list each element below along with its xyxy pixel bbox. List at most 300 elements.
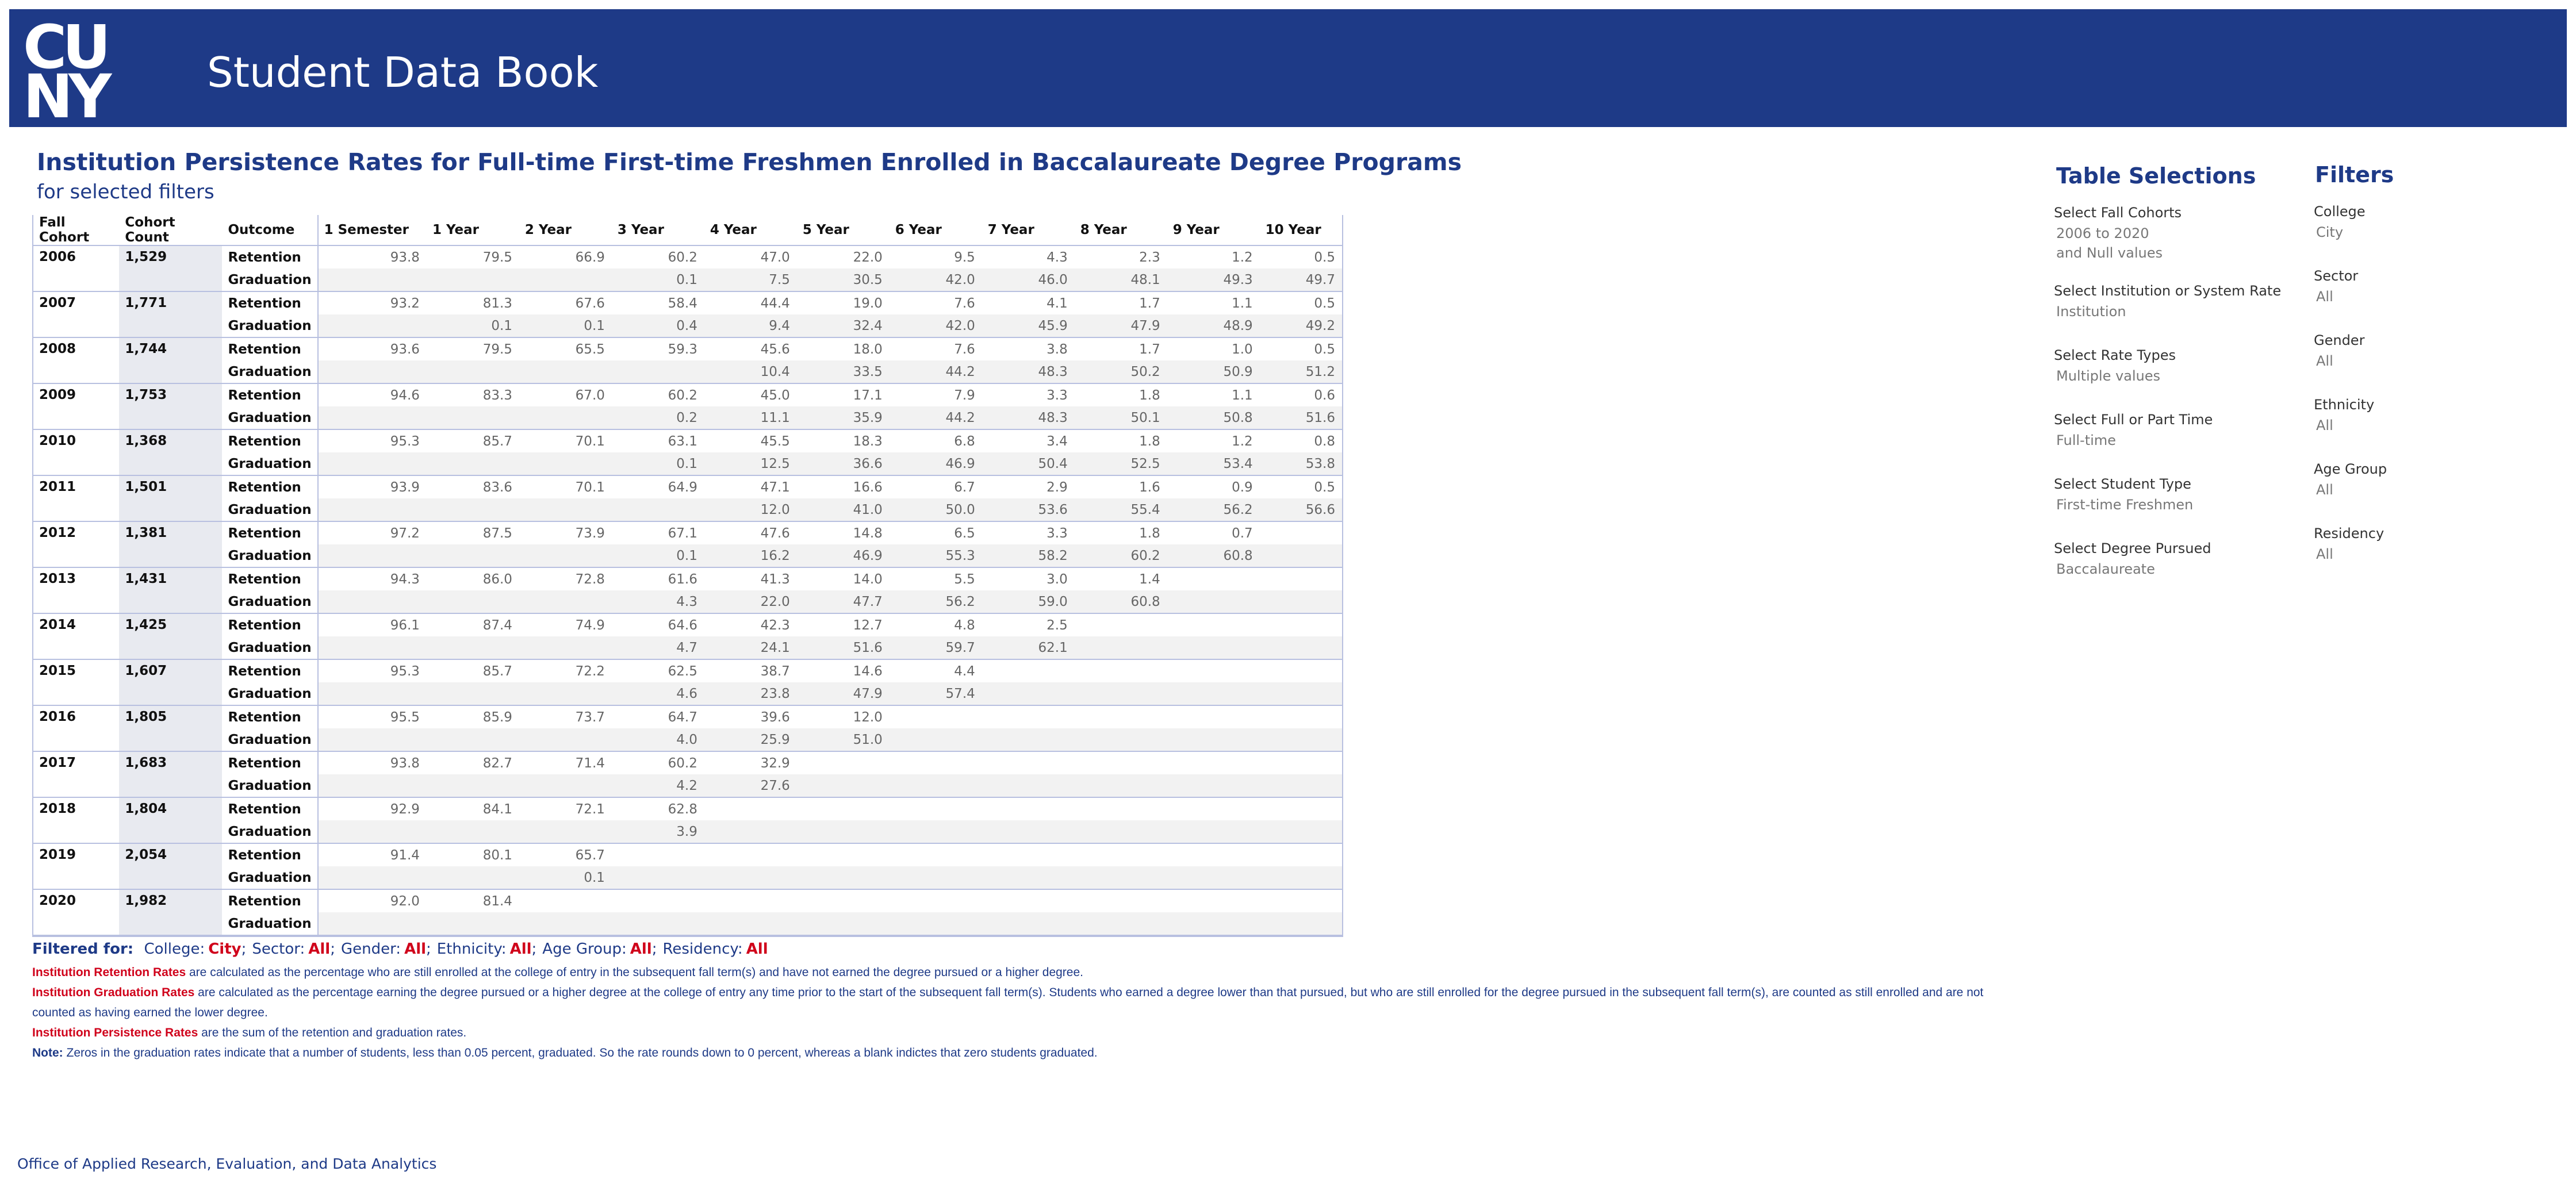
rate-cell: 0.4 (612, 314, 704, 337)
rate-cell: 94.6 (318, 383, 427, 406)
rate-cell (318, 820, 427, 843)
graduation-note (32, 982, 2010, 1023)
rate-cell: 1.8 (1139, 525, 1160, 541)
rate-cell: 46.9 (890, 452, 982, 475)
rate-cell (519, 912, 612, 935)
rate-cell: 4.3 (612, 590, 704, 613)
rate-cell (519, 774, 612, 797)
cohort-count-cell: 1,529 (119, 245, 222, 291)
rate-cell: 93.9 (318, 475, 427, 498)
cohort-count-cell: 1,501 (119, 475, 222, 521)
selection-value[interactable]: and Null values (2056, 245, 2163, 261)
rate-cell (890, 797, 982, 820)
filter-value: All (630, 940, 652, 958)
rate-cell: 70.1 (575, 433, 605, 449)
outcome-cell: Retention (228, 617, 301, 633)
rate-cell (519, 406, 612, 429)
table-row-retention (33, 751, 1342, 774)
rate-cell: 4.0 (612, 728, 704, 751)
rate-cell: 94.3 (318, 567, 427, 590)
rate-cell (1167, 682, 1260, 705)
rate-cell: 91.4 (318, 843, 427, 866)
rate-cell: 42.3 (760, 617, 790, 633)
rate-cell (890, 889, 982, 912)
rate-cell: 30.5 (797, 268, 890, 291)
table-row-graduation (33, 360, 1342, 383)
rate-cell: 1.7 (1139, 295, 1160, 311)
rate-cell (1260, 866, 1342, 889)
rate-cell: 0.5 (1314, 479, 1335, 495)
rate-cell (982, 728, 1075, 751)
selection-value[interactable]: Full-time (2056, 432, 2116, 448)
cohort-year-cell: 2011 (39, 479, 76, 494)
rate-cell (890, 774, 982, 797)
note-term: Note: (32, 1046, 63, 1059)
rate-cell (1075, 636, 1167, 659)
selection-value[interactable]: Multiple values (2056, 368, 2161, 384)
filter-key: Gender: (340, 940, 401, 958)
definitions-notes (32, 962, 2010, 1063)
rate-cell (982, 843, 1075, 866)
rate-cell (797, 843, 890, 866)
rate-cell (797, 866, 890, 889)
rate-cell: 36.6 (797, 452, 890, 475)
rate-cell (890, 728, 982, 751)
cohort-count-cell: 1,683 (119, 751, 222, 797)
rate-cell: 14.8 (853, 525, 883, 541)
table-row-graduation (33, 544, 1342, 567)
rate-cell: 85.7 (482, 433, 512, 449)
rate-cell: 47.0 (760, 249, 790, 265)
rate-cell (318, 360, 427, 383)
rate-cell (612, 360, 704, 383)
outcome-cell: Retention (228, 663, 301, 679)
footer-office: Office of Applied Research, Evaluation, and Data Analytics (17, 1155, 437, 1172)
cohort-count-cell: 2,054 (119, 843, 222, 889)
filtered-for-label: Filtered for: (32, 940, 134, 958)
rate-cell: 1.6 (1139, 479, 1160, 495)
rate-cell (519, 360, 612, 383)
filter-value[interactable]: All (2316, 353, 2333, 369)
rate-cell (1260, 521, 1342, 544)
outcome-cell: Graduation (222, 406, 317, 429)
rate-cell: 79.5 (482, 341, 512, 357)
outcome-cell: Retention (228, 571, 301, 587)
rate-cell: 2.3 (1139, 249, 1160, 265)
rate-cell: 59.3 (668, 341, 697, 357)
rate-cell (1075, 659, 1167, 682)
rate-cell: 62.8 (668, 801, 697, 817)
rate-cell (890, 820, 982, 843)
cohort-year-cell: 2006 (39, 249, 76, 264)
selection-label: Select Student Type (2054, 476, 2191, 492)
rate-cell (1167, 567, 1260, 590)
cohort-year-cell: 2020 (39, 893, 76, 908)
rate-cell: 0.1 (612, 268, 704, 291)
rate-cell (982, 912, 1075, 935)
rate-cell (318, 498, 427, 521)
rate-cell: 59.7 (890, 636, 982, 659)
filter-value: All (308, 940, 331, 958)
rate-cell: 85.9 (482, 709, 512, 725)
rate-cell (1075, 751, 1167, 774)
outcome-cell: Graduation (222, 728, 317, 751)
outcome-cell: Retention (228, 525, 301, 541)
rate-cell (1075, 912, 1167, 935)
filter-label: Sector (2314, 268, 2359, 284)
table-row-retention (33, 383, 1342, 406)
persistence-text: are the sum of the retention and graduation rates. (198, 1026, 467, 1039)
cohort-count-cell: 1,804 (119, 797, 222, 843)
table-row-graduation (33, 590, 1342, 613)
rate-cell: 12.5 (704, 452, 797, 475)
graduation-term: Institution Graduation Rates (32, 986, 195, 999)
rate-cell: 51.6 (797, 636, 890, 659)
cohort-count-cell: 1,368 (119, 429, 222, 475)
rate-cell (318, 636, 427, 659)
column-header: Fall Cohort (33, 215, 119, 245)
rate-cell: 56.2 (890, 590, 982, 613)
cohort-count-cell: 1,753 (119, 383, 222, 429)
rate-cell (1167, 751, 1260, 774)
rate-cell: 70.1 (575, 479, 605, 495)
cohort-year-cell: 2016 (39, 709, 76, 724)
rate-cell (1260, 613, 1342, 636)
rate-cell: 62.5 (668, 663, 697, 679)
rate-cell: 67.1 (668, 525, 697, 541)
rate-cell: 58.2 (982, 544, 1075, 567)
filter-separator: ; (651, 940, 657, 958)
table-row-graduation (33, 820, 1342, 843)
rate-cell: 93.2 (318, 291, 427, 314)
rate-cell: 60.2 (668, 249, 697, 265)
rate-cell (1167, 728, 1260, 751)
rate-cell: 48.9 (1167, 314, 1260, 337)
rate-cell (1075, 728, 1167, 751)
table-row-retention (33, 291, 1342, 314)
column-header: 7 Year (982, 215, 1075, 245)
rate-cell: 66.9 (575, 249, 605, 265)
rate-cell: 9.4 (704, 314, 797, 337)
rate-cell (1167, 613, 1260, 636)
rate-cell: 1.4 (1139, 571, 1160, 587)
rate-cell: 6.8 (954, 433, 975, 449)
rate-cell: 11.1 (704, 406, 797, 429)
rate-cell (519, 452, 612, 475)
cohort-count-cell: 1,744 (119, 337, 222, 383)
rate-cell: 62.1 (982, 636, 1075, 659)
outcome-cell: Graduation (222, 544, 317, 567)
rate-cell: 50.1 (1075, 406, 1167, 429)
rate-cell (427, 452, 519, 475)
rate-cell: 65.7 (575, 847, 605, 863)
rate-cell: 87.4 (482, 617, 512, 633)
rate-cell (519, 636, 612, 659)
filter-label: Gender (2314, 332, 2365, 348)
cuny-logo (23, 21, 132, 120)
rate-cell: 22.0 (704, 590, 797, 613)
rate-cell (427, 498, 519, 521)
cohort-count-cell: 1,982 (119, 889, 222, 935)
table-row-retention (33, 659, 1342, 682)
filter-value[interactable]: All (2316, 417, 2333, 433)
rate-cell (519, 544, 612, 567)
table-selections-title: Table Selections (2056, 163, 2256, 189)
rate-cell (797, 751, 890, 774)
logo-text-bottom: NY (23, 62, 108, 120)
rate-cell: 35.9 (797, 406, 890, 429)
table-body (33, 245, 1342, 935)
rate-cell: 51.2 (1260, 360, 1342, 383)
column-header: 3 Year (612, 215, 704, 245)
rate-cell (1260, 659, 1342, 682)
outcome-cell: Graduation (222, 774, 317, 797)
rate-cell: 93.8 (318, 751, 427, 774)
rate-cell: 2.9 (1046, 479, 1068, 495)
filter-key: Residency: (662, 940, 743, 958)
rate-cell (1075, 820, 1167, 843)
selection-value[interactable]: First-time Freshmen (2056, 497, 2194, 513)
rate-cell: 6.7 (954, 479, 975, 495)
rate-cell: 12.0 (704, 498, 797, 521)
rate-cell: 82.7 (482, 755, 512, 771)
rate-cell (890, 705, 982, 728)
rate-cell: 0.1 (612, 544, 704, 567)
rate-cell: 18.3 (853, 433, 883, 449)
retention-note (32, 962, 2010, 982)
rate-cell: 83.3 (482, 387, 512, 403)
rate-cell (797, 820, 890, 843)
rate-cell: 1.2 (1232, 249, 1253, 265)
rate-cell: 45.9 (982, 314, 1075, 337)
rate-cell: 71.4 (575, 755, 605, 771)
filter-label: College (2314, 203, 2366, 220)
rate-cell (427, 636, 519, 659)
rate-cell: 50.9 (1167, 360, 1260, 383)
graduation-text: are calculated as the percentage earning the degree pursued or a higher degree at the college of entry any time prior to the start of the subsequent fall term(s). Students who earned a degree lower than that pursued, but who are still enrolled for the degree pursued in the subsequent fall term(s), are counted as still enrolled and are not counted as having earned the lower degree. (32, 986, 1984, 1019)
rate-cell: 97.2 (318, 521, 427, 544)
rate-cell (1075, 866, 1167, 889)
rate-cell (1260, 544, 1342, 567)
cohort-year-cell: 2018 (39, 801, 76, 816)
selection-value[interactable]: 2006 to 2020 (2056, 225, 2149, 241)
rate-cell: 38.7 (760, 663, 790, 679)
selection-label: Select Full or Part Time (2054, 412, 2213, 428)
rate-cell (427, 360, 519, 383)
rate-cell: 56.6 (1260, 498, 1342, 521)
rate-cell (982, 705, 1075, 728)
rate-cell: 48.1 (1075, 268, 1167, 291)
rate-cell: 49.2 (1260, 314, 1342, 337)
table-row-retention (33, 797, 1342, 820)
rate-cell: 95.5 (318, 705, 427, 728)
rate-cell: 93.6 (318, 337, 427, 360)
rate-cell: 4.1 (1046, 295, 1068, 311)
filter-separator: ; (241, 940, 247, 958)
rate-cell: 92.9 (318, 797, 427, 820)
rate-cell: 50.0 (890, 498, 982, 521)
rate-cell: 49.3 (1167, 268, 1260, 291)
rate-cell: 44.4 (760, 295, 790, 311)
rate-cell: 65.5 (575, 341, 605, 357)
rate-cell (1260, 590, 1342, 613)
rate-cell (1075, 682, 1167, 705)
rate-cell (612, 889, 704, 912)
rate-cell: 0.5 (1314, 295, 1335, 311)
rate-cell (1075, 705, 1167, 728)
column-header: 6 Year (890, 215, 982, 245)
rate-cell (1260, 728, 1342, 751)
zero-note (32, 1043, 2010, 1063)
rate-cell: 32.4 (797, 314, 890, 337)
rate-cell (1167, 636, 1260, 659)
rate-cell (612, 912, 704, 935)
rate-cell: 53.4 (1167, 452, 1260, 475)
rate-cell: 81.3 (482, 295, 512, 311)
rate-cell: 9.5 (954, 249, 975, 265)
column-header: 1 Semester (318, 215, 427, 245)
filter-value: All (509, 940, 532, 958)
outcome-cell: Graduation (222, 866, 317, 889)
rate-cell: 6.5 (954, 525, 975, 541)
table-row-graduation (33, 728, 1342, 751)
rate-cell (982, 682, 1075, 705)
logo-mark (23, 21, 132, 120)
rate-cell: 44.2 (890, 406, 982, 429)
rate-cell: 50.8 (1167, 406, 1260, 429)
rate-cell: 0.1 (519, 866, 612, 889)
rate-cell: 55.3 (890, 544, 982, 567)
filter-separator: ; (330, 940, 335, 958)
rate-cell: 57.4 (890, 682, 982, 705)
cohort-count-cell: 1,607 (119, 659, 222, 705)
logo-text-top: CU (23, 21, 106, 82)
table-row-graduation (33, 452, 1342, 475)
rate-cell: 64.6 (668, 617, 697, 633)
rate-cell (318, 452, 427, 475)
rate-cell (982, 797, 1075, 820)
cohort-year-cell: 2007 (39, 295, 76, 310)
rate-cell: 7.9 (954, 387, 975, 403)
rate-cell: 22.0 (853, 249, 883, 265)
rate-cell: 46.0 (982, 268, 1075, 291)
rate-cell: 53.6 (982, 498, 1075, 521)
rate-cell: 3.9 (612, 820, 704, 843)
rate-cell: 64.7 (668, 709, 697, 725)
filter-label: Age Group (2314, 461, 2387, 477)
cohort-year-cell: 2015 (39, 663, 76, 678)
persistence-note (32, 1023, 2010, 1043)
rate-cell: 1.0 (1232, 341, 1253, 357)
rate-cell: 45.6 (760, 341, 790, 357)
rate-cell: 3.3 (1046, 525, 1068, 541)
rate-cell: 0.1 (612, 452, 704, 475)
filter-value[interactable]: All (2316, 546, 2333, 562)
rate-cell (1260, 705, 1342, 728)
rate-cell: 84.1 (482, 801, 512, 817)
outcome-cell: Graduation (222, 912, 317, 935)
column-header: 9 Year (1167, 215, 1260, 245)
column-header: 5 Year (797, 215, 890, 245)
selection-value[interactable]: Baccalaureate (2056, 561, 2155, 577)
rate-cell: 17.1 (853, 387, 883, 403)
filter-value[interactable]: All (2316, 482, 2333, 498)
filter-key: Sector: (252, 940, 305, 958)
rate-cell (1167, 797, 1260, 820)
rate-cell (318, 912, 427, 935)
rate-cell: 50.4 (982, 452, 1075, 475)
filter-key: Ethnicity: (436, 940, 507, 958)
rate-cell (982, 889, 1075, 912)
rate-cell (704, 843, 797, 866)
outcome-cell: Retention (228, 479, 301, 495)
rate-cell: 32.9 (760, 755, 790, 771)
rate-cell: 7.6 (954, 295, 975, 311)
page-title: Institution Persistence Rates for Full-time First-time Freshmen Enrolled in Baccalaureate Degree Programs (37, 148, 1462, 176)
cohort-year-cell: 2009 (39, 387, 76, 402)
outcome-cell: Graduation (222, 636, 317, 659)
rate-cell: 44.2 (890, 360, 982, 383)
table-row-graduation (33, 636, 1342, 659)
rate-cell: 51.0 (797, 728, 890, 751)
rate-cell: 95.3 (318, 659, 427, 682)
rate-cell (1167, 889, 1260, 912)
rate-cell (427, 406, 519, 429)
rate-cell (982, 659, 1075, 682)
rate-cell: 45.0 (760, 387, 790, 403)
selection-value[interactable]: Institution (2056, 304, 2126, 320)
rate-cell: 60.2 (668, 387, 697, 403)
rate-cell: 73.7 (575, 709, 605, 725)
filter-value[interactable]: All (2316, 289, 2333, 305)
outcome-cell: Retention (228, 387, 301, 403)
rate-cell: 42.0 (890, 314, 982, 337)
rate-cell (1075, 774, 1167, 797)
cohort-year-cell: 2008 (39, 341, 76, 356)
cohort-count-cell: 1,805 (119, 705, 222, 751)
rate-cell: 47.9 (1075, 314, 1167, 337)
rate-cell: 2.5 (1046, 617, 1068, 633)
rate-cell: 47.1 (760, 479, 790, 495)
rate-cell (1260, 567, 1342, 590)
rate-cell: 0.5 (1314, 341, 1335, 357)
rate-cell: 0.5 (1314, 249, 1335, 265)
rate-cell: 16.2 (704, 544, 797, 567)
rate-cell (1075, 889, 1167, 912)
rate-cell (318, 314, 427, 337)
rate-cell: 1.1 (1232, 387, 1253, 403)
rate-cell (318, 866, 427, 889)
rate-cell: 60.8 (1075, 590, 1167, 613)
column-header: 8 Year (1075, 215, 1167, 245)
table-row-graduation (33, 314, 1342, 337)
cohort-year-cell: 2013 (39, 571, 76, 586)
cohort-year-cell: 2017 (39, 755, 76, 770)
filtered-for-line (32, 940, 768, 958)
rate-cell: 41.3 (760, 571, 790, 587)
selection-label: Select Institution or System Rate (2054, 283, 2282, 299)
rate-cell: 0.8 (1314, 433, 1335, 449)
filter-value[interactable]: City (2316, 224, 2344, 240)
rate-cell: 0.2 (612, 406, 704, 429)
rate-cell (318, 268, 427, 291)
selection-label: Select Fall Cohorts (2054, 205, 2182, 221)
rate-cell (797, 797, 890, 820)
rate-cell: 95.3 (318, 429, 427, 452)
rate-cell: 46.9 (797, 544, 890, 567)
outcome-cell: Graduation (222, 820, 317, 843)
rate-cell (1260, 889, 1342, 912)
